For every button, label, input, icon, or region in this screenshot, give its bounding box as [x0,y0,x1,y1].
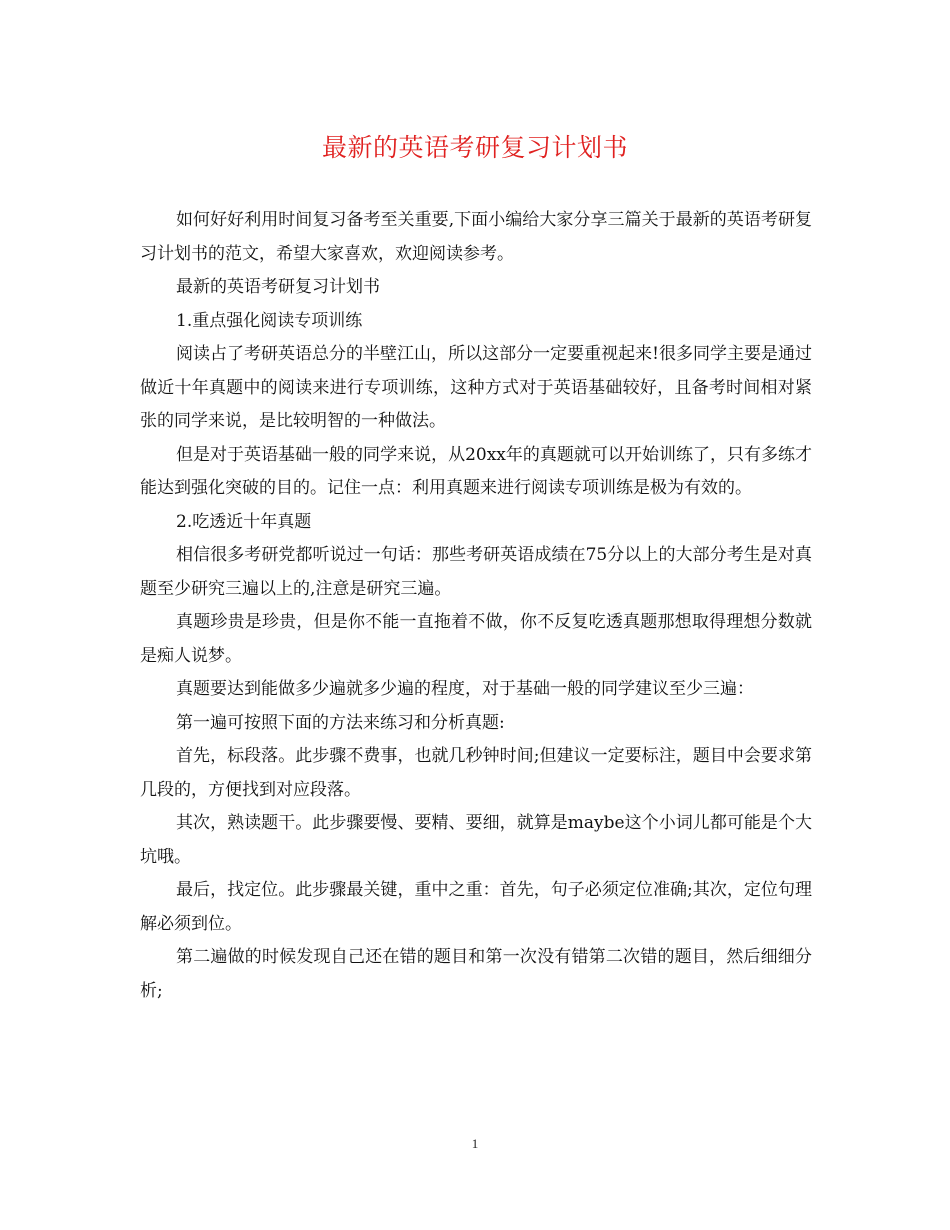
paragraph: 最后，找定位。此步骤最关键，重中之重：首先，句子必须定位准确;其次，定位句理解必须到位。 [140,880,812,934]
paragraph: 相信很多考研党都听说过一句话：那些考研英语成绩在75分以上的大部分考生是对真题至少研究三遍以上的,注意是研究三遍。 [140,545,812,599]
paragraph: 但是对于英语基础一般的同学来说，从20xx年的真题就可以开始训练了，只有多练才能达到强化突破的目的。记住一点：利用真题来进行阅读专项训练是极为有效的。 [140,444,812,498]
page-number: 1 [471,1136,479,1151]
subheading-1: 1.重点强化阅读专项训练 [176,310,363,331]
paragraph: 阅读占了考研英语总分的半壁江山，所以这部分一定要重视起来!很多同学主要是通过做近十年真题中的阅读来进行专项训练，这种方式对于英语基础较好，且备考时间相对紧张的同学来说，是比较明智的一种做法。 [140,344,812,431]
paragraph: 其次，熟读题干。此步骤要慢、要精、要细，就算是maybe这个小词儿都可能是个大坑哦。 [140,813,812,867]
document-body [140,204,812,1008]
section-heading: 最新的英语考研复习计划书 [176,277,380,297]
subheading-2: 2.吃透近十年真题 [176,511,312,532]
paragraph-intro: 如何好好利用时间复习备考至关重要,下面小编给大家分享三篇关于最新的英语考研复习计划书的范文，希望大家喜欢，欢迎阅读参考。 [140,210,812,264]
paragraph: 真题珍贵是珍贵，但是你不能一直拖着不做，你不反复吃透真题那想取得理想分数就是痴人说梦。 [140,612,812,666]
document-title: 最新的英语考研复习计划书 [321,133,628,162]
paragraph: 真题要达到能做多少遍就多少遍的程度，对于基础一般的同学建议至少三遍： [176,679,754,699]
paragraph: 第一遍可按照下面的方法来练习和分析真题: [176,712,505,733]
paragraph: 首先，标段落。此步骤不费事，也就几秒钟时间;但建议一定要标注，题目中会要求第几段的，方便找到对应段落。 [140,746,812,800]
paragraph: 第二遍做的时候发现自己还在错的题目和第一次没有错第二次错的题目，然后细细分析; [140,947,812,1001]
